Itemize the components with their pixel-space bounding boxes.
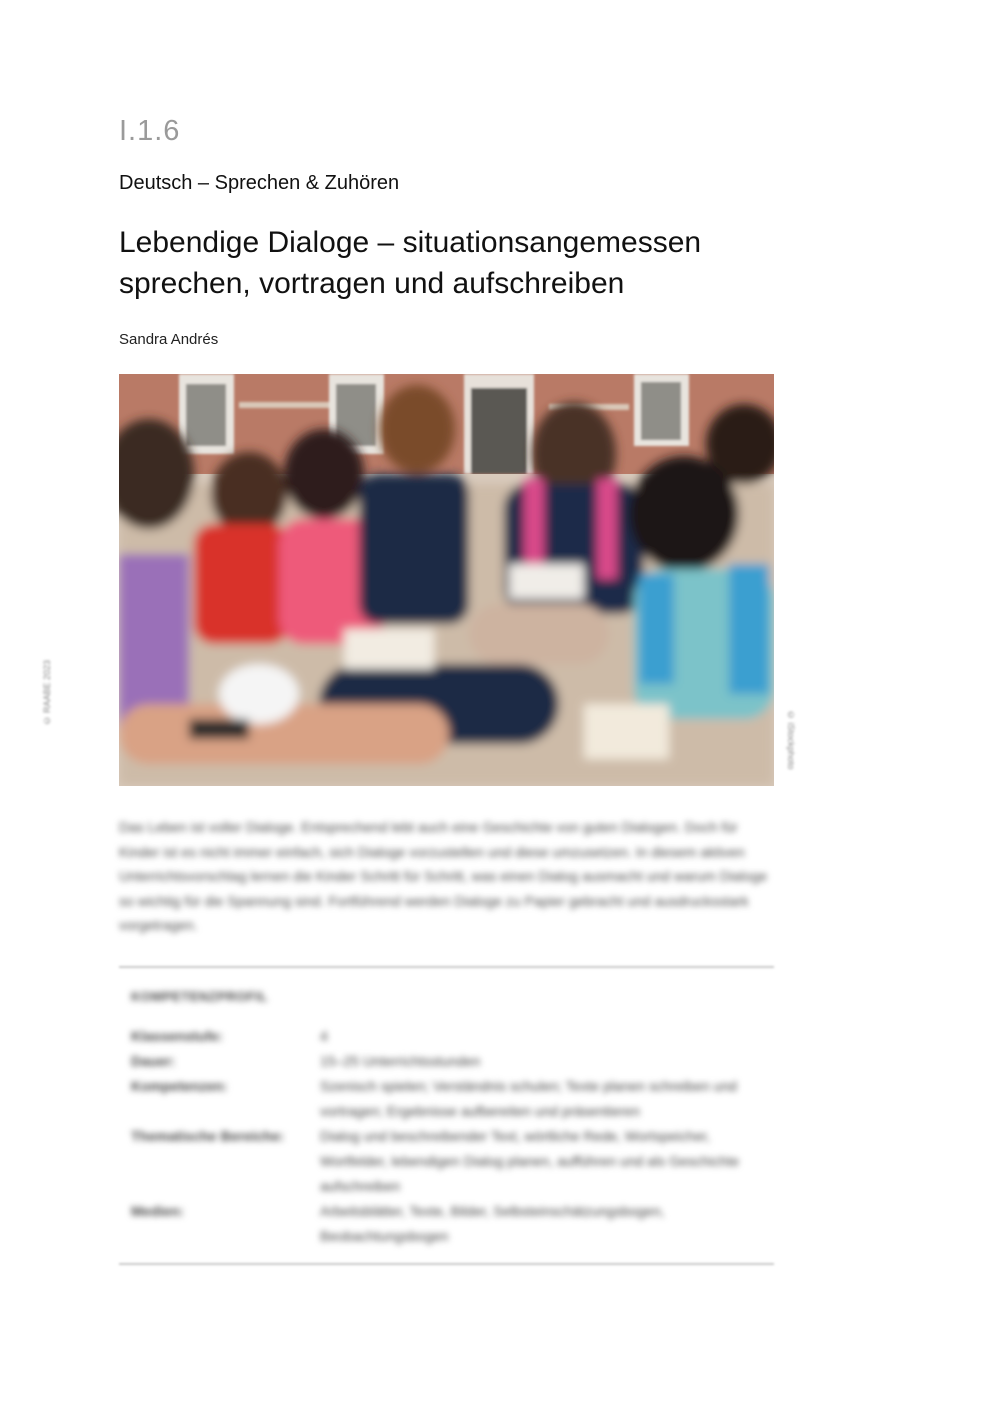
profile-row-grade [131,1024,781,1049]
author-name: Sandra Andrés [119,331,219,348]
profile-row-duration [131,1049,781,1074]
photo-credit-label: © iStockphoto [786,710,796,770]
profile-key: Kompetenzen: [131,1078,228,1094]
profile-key: Klassenstufe: [131,1028,223,1044]
profile-key: Medien: [131,1203,184,1219]
copyright-label: © RAABE 2023 [42,660,52,726]
profile-value: Szenisch spielen; Verständnis schulen; Texte planen schreiben und vortragen; Ergebnisse aufbereiten und präsentieren [320,1078,737,1119]
page-title: Lebendige Dialoge – situationsangemessen sprechen, vortragen und aufschreiben [119,226,702,300]
profile-value: 4 [320,1028,328,1044]
divider-top [119,966,774,968]
competence-profile [131,1024,781,1249]
divider-bottom [119,1263,774,1265]
profile-row-topics [131,1124,781,1199]
profile-heading: KOMPETENZPROFIL [131,989,268,1004]
profile-key: Dauer: [131,1053,176,1069]
profile-key: Thematische Bereiche: [131,1128,285,1144]
profile-row-competencies [131,1074,781,1124]
profile-value: Dialog und beschreibender Text, wörtliche Rede, Wortspeicher, Wortfelder, lebendigen Dialog planen, aufführen und als Geschichte aufschreiben [320,1128,739,1194]
cover-photo [119,374,774,786]
profile-value: 15–25 Unterrichtsstunden [320,1053,481,1069]
subject-heading: Deutsch – Sprechen & Zuhören [119,172,400,194]
intro-paragraph: Das Leben ist voller Dialoge. Entsprechend lebt auch eine Geschichte von guten Dialogen. Doch für Kinder ist es nicht immer einfach, sich Dialoge vorzustellen und diese umzusetzen. In diesem aktiven Unterrichtsvorschlag lernen die Kinder Schritt für Schritt, was einen Dialog ausmacht und warum Dialoge so wichtig für die Spannung sind. Fortführend werden Dialoge zu Papier gebracht und ausdrucksstark vorgetragen. [119,819,768,933]
profile-value: Arbeitsblätter, Texte, Bilder, Selbsteinschätzungsbogen, Beobachtungsbogen [320,1203,665,1244]
section-number: I.1.6 [119,115,181,147]
profile-row-media [131,1199,781,1249]
